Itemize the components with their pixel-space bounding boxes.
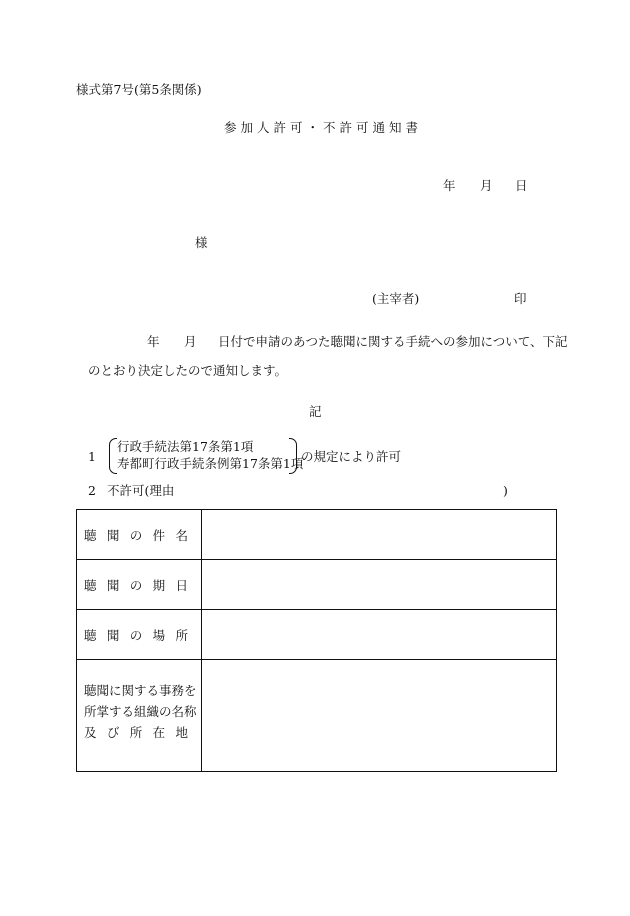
label-char: 聞 [106, 577, 120, 593]
table-value-date [202, 560, 557, 610]
body-line-2: のとおり決定したので通知します。 [88, 363, 288, 378]
date-day-label: 日 [515, 178, 528, 193]
date-year-label: 年 [443, 178, 456, 193]
table-row [77, 560, 557, 610]
label-char: 在 [152, 725, 166, 740]
item2-number: 2 [88, 483, 96, 498]
table-value-subject [202, 510, 557, 560]
table-row [77, 510, 557, 560]
table-row [77, 660, 557, 772]
label-char: の [129, 577, 143, 593]
label-char: 聞 [106, 527, 120, 543]
item1-option-a: 行政手続法第17条第1項 [117, 439, 254, 454]
label-char: 件 [152, 527, 166, 543]
table-row [77, 610, 557, 660]
table-label-place [77, 610, 202, 660]
label-char: 及 [84, 725, 97, 740]
table-label-date [77, 560, 202, 610]
item2-close-paren: ) [503, 483, 508, 498]
addressee-suffix: 様 [195, 235, 208, 250]
ki-heading: 記 [309, 404, 322, 419]
date-month-label: 月 [480, 178, 493, 193]
office-label-line-1: 聴聞に関する事務を [84, 683, 197, 698]
label-char: 所 [129, 725, 143, 740]
body-year-label: 年 [147, 334, 160, 349]
table-value-place [202, 610, 557, 660]
label-char: 日 [175, 577, 188, 593]
table-label-subject [77, 510, 202, 560]
label-char: 期 [152, 577, 166, 593]
label-char: 所 [175, 627, 188, 643]
item1-suffix: の規定により許可 [301, 449, 402, 464]
info-table [76, 509, 557, 772]
document-title: 参加人許可・不許可通知書 [224, 120, 423, 135]
label-char: 場 [152, 627, 166, 643]
form-number: 様式第7号(第5条関係) [76, 82, 202, 97]
seal-mark: 印 [514, 291, 527, 306]
office-label-line-2: 所掌する組織の名称 [84, 704, 197, 719]
label-char: 聴 [84, 577, 97, 593]
label-char: の [129, 627, 143, 643]
item1-number: 1 [88, 449, 96, 464]
label-char: 地 [175, 725, 188, 740]
body-month-label: 月 [184, 334, 197, 349]
label-char: の [129, 527, 143, 543]
label-char: 名 [175, 527, 188, 543]
table-label-office [77, 660, 202, 772]
right-bracket [289, 438, 297, 474]
table-value-office [202, 660, 557, 772]
left-bracket [109, 438, 117, 474]
label-char: 聴 [84, 627, 97, 643]
label-char: 聴 [84, 527, 97, 543]
item1-option-b: 寿都町行政手続条例第17条第1項 [117, 456, 304, 471]
sender-role: (主宰者) [372, 291, 420, 306]
item2-text: 不許可(理由 [107, 483, 175, 498]
label-char: び [106, 725, 120, 740]
body-line-1: 日付で申請のあつた聴聞に関する手続への参加について、下記 [218, 334, 568, 349]
label-char: 聞 [106, 627, 120, 643]
